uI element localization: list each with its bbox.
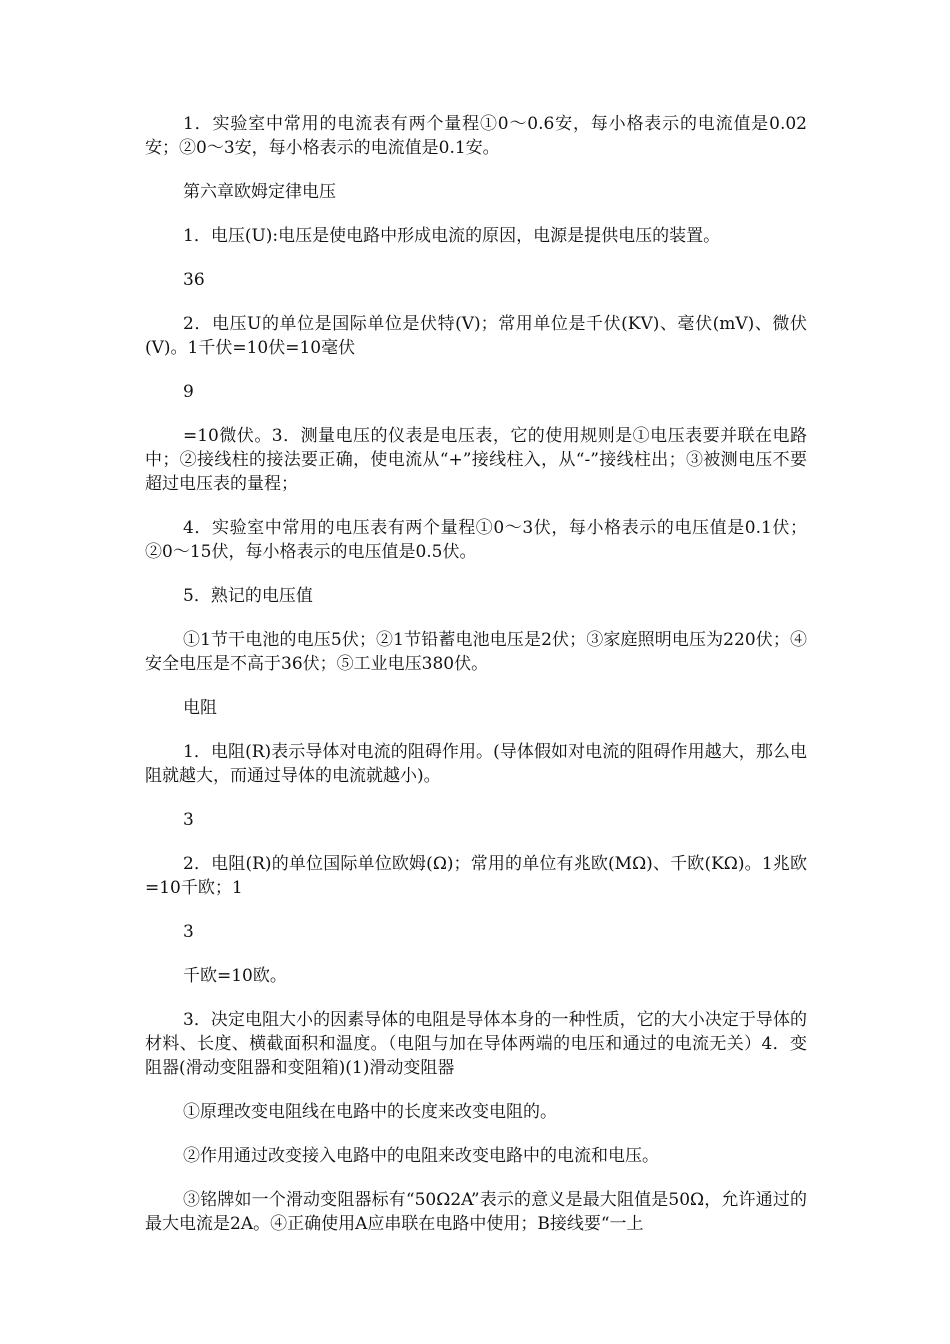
paragraph-voltage-units: 2．电压U的单位是国际单位是伏特(V)；常用单位是千伏(KV)、毫伏(mV)、微伏(V)。1千伏=10伏=10毫伏 [145,314,807,358]
section-heading-resistance: 电阻 [183,698,217,718]
paragraph-rheostat-nameplate: ③铭牌如一个滑动变阻器标有“50Ω2A”表示的意义是最大阻值是50Ω，允许通过的最大电流是2A。④正确使用A应串联在电路中使用；B接线要“一上 [145,1190,807,1234]
paragraph-resistance-definition: 1．电阻(R)表示导体对电流的阻碍作用。(导体假如对电流的阻碍作用越大，那么电阻就越大，而通过导体的电流就越小)。 [145,742,807,786]
paragraph-fragment-36: 36 [183,270,205,290]
paragraph-fragment-3b: 3 [183,922,194,942]
paragraph-resistance-units: 2．电阻(R)的单位国际单位欧姆(Ω)；常用的单位有兆欧(MΩ)、千欧(KΩ)。1兆欧=10千欧；1 [145,854,807,898]
paragraph-fragment-9: 9 [183,382,194,402]
paragraph-voltage-values: ①1节干电池的电压5伏；②1节铅蓄电池电压是2伏；③家庭照明电压为220伏；④安全电压是不高于36伏；⑤工业电压380伏。 [145,630,807,674]
paragraph-ammeter-ranges: 1．实验室中常用的电流表有两个量程①0～0.6安，每小格表示的电流值是0.02安；②0～3安，每小格表示的电流值是0.1安。 [145,114,807,158]
paragraph-voltage-definition: 1．电压(U):电压是使电路中形成电流的原因，电源是提供电压的装置。 [183,226,721,246]
section-heading-chapter-six: 第六章欧姆定律电压 [183,182,336,202]
paragraph-voltage-values-heading: 5．熟记的电压值 [183,586,313,606]
paragraph-rheostat-function: ②作用通过改变接入电路中的电阻来改变电路中的电流和电压。 [183,1146,659,1166]
paragraph-fragment-3a: 3 [183,810,194,830]
paragraph-voltmeter-ranges: 4．实验室中常用的电压表有两个量程①0～3伏，每小格表示的电压值是0.1伏；②0～15伏，每小格表示的电压值是0.5伏。 [145,518,807,562]
document-body [145,112,807,1256]
paragraph-kiloohm: 千欧=10欧。 [183,966,287,986]
paragraph-rheostat-principle: ①原理改变电阻线在电路中的长度来改变电阻的。 [183,1102,557,1122]
paragraph-resistance-factors: 3．决定电阻大小的因素导体的电阻是导体本身的一种性质，它的大小决定于导体的材料、长度、横截面积和温度。（电阻与加在导体两端的电压和通过的电流无关）4．变阻器(滑动变阻器和变阻箱)(1)滑动变阻器 [145,1010,807,1078]
paragraph-voltmeter-rules: =10微伏。3．测量电压的仪表是电压表，它的使用规则是①电压表要并联在电路中；②接线柱的接法要正确，使电流从“+”接线柱入，从“-”接线柱出；③被测电压不要超过电压表的量程； [145,426,807,494]
